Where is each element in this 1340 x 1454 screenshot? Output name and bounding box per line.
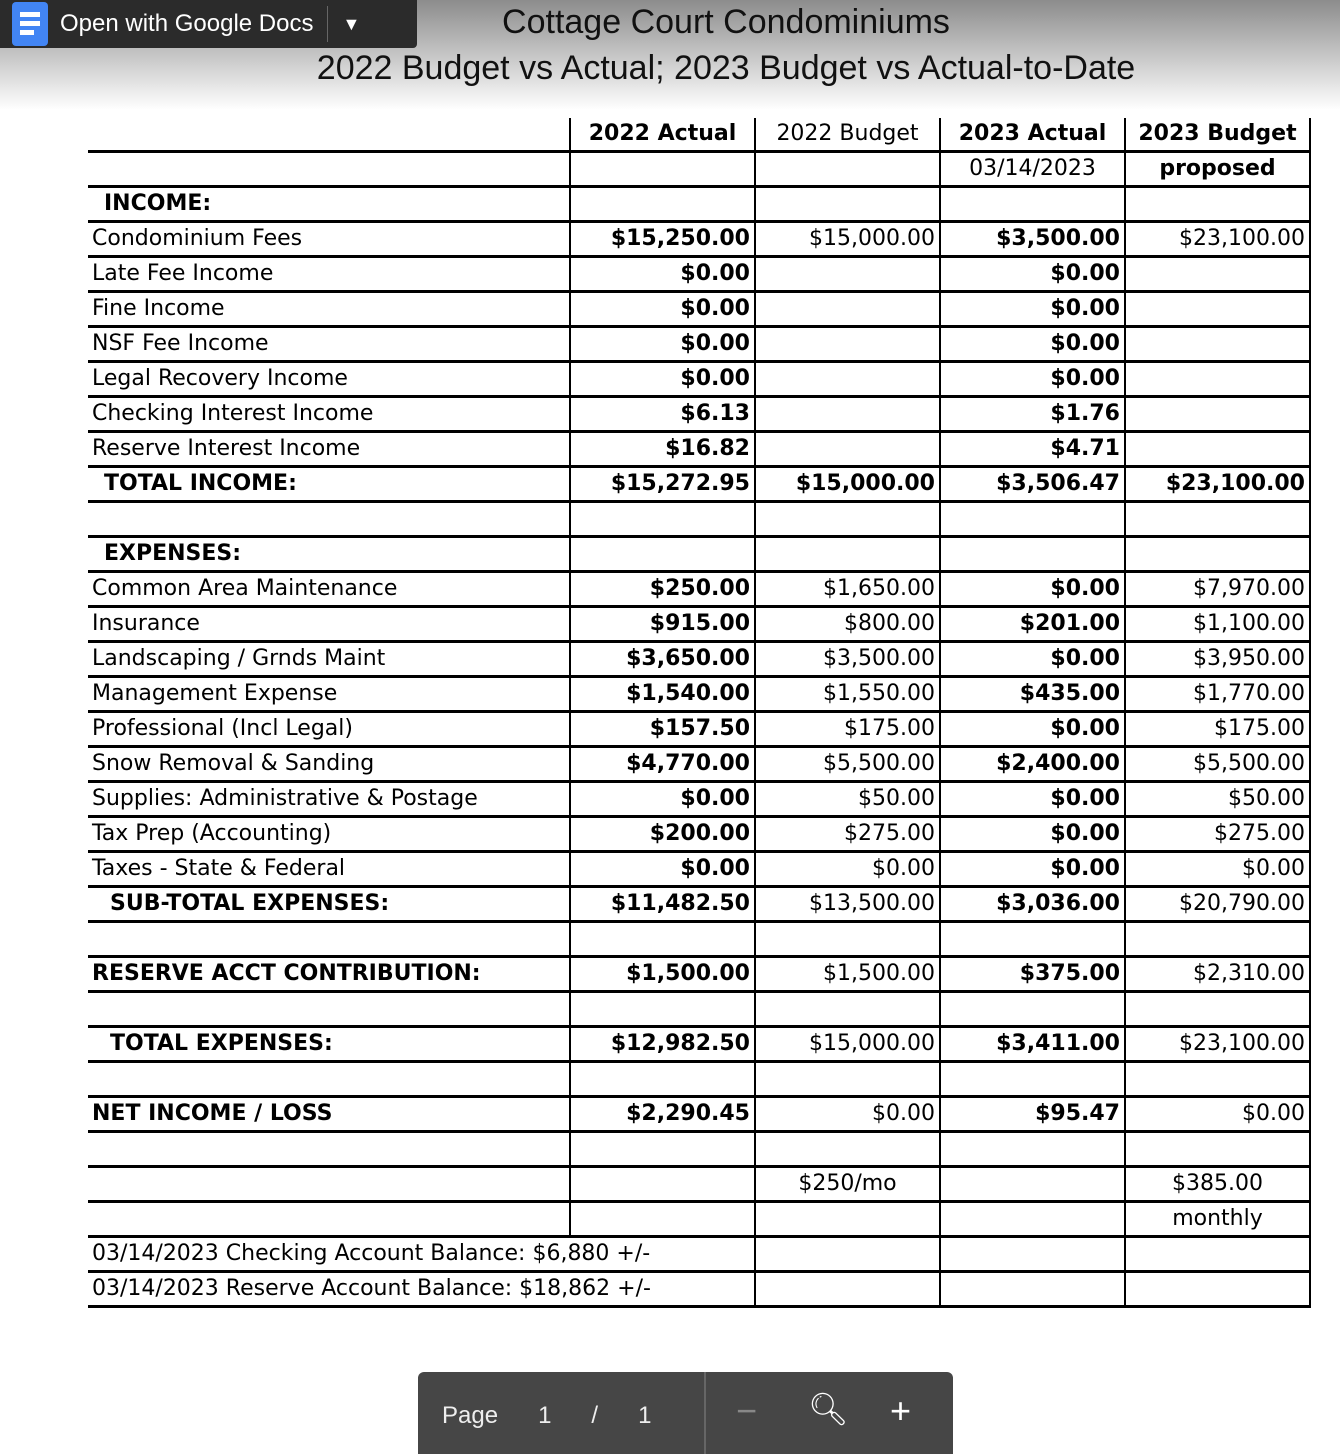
table-row — [88, 677, 1310, 712]
table-row — [88, 1202, 1310, 1237]
table-cell: $0.00 — [570, 257, 755, 292]
table-cell: $0.00 — [755, 852, 940, 887]
table-cell: $3,036.00 — [940, 887, 1125, 922]
table-cell: $1,500.00 — [570, 957, 755, 992]
table-cell: $275.00 — [755, 817, 940, 852]
row-label: 03/14/2023 Checking Account Balance: $6,880 +/- — [88, 1237, 755, 1272]
table-cell — [1125, 292, 1310, 327]
table-cell — [1125, 1132, 1310, 1167]
table-cell — [940, 1167, 1125, 1202]
table-cell — [755, 152, 940, 187]
table-cell — [755, 187, 940, 222]
table-cell: $175.00 — [755, 712, 940, 747]
table-cell: 2023 Budget — [1125, 118, 1310, 152]
table-cell: $3,500.00 — [940, 222, 1125, 257]
row-label: Professional (Incl Legal) — [88, 712, 570, 747]
table-cell — [570, 1167, 755, 1202]
table-cell: $1.76 — [940, 397, 1125, 432]
table-cell — [940, 187, 1125, 222]
table-cell — [755, 432, 940, 467]
row-label: Reserve Interest Income — [88, 432, 570, 467]
table-cell: $7,970.00 — [1125, 572, 1310, 607]
row-label: SUB-TOTAL EXPENSES: — [88, 887, 570, 922]
table-cell: $1,500.00 — [755, 957, 940, 992]
table-cell — [755, 1237, 940, 1272]
table-row — [88, 432, 1310, 467]
table-cell: $0.00 — [755, 1097, 940, 1132]
table-cell — [755, 502, 940, 537]
table-row — [88, 397, 1310, 432]
row-label: Checking Interest Income — [88, 397, 570, 432]
row-label: Insurance — [88, 607, 570, 642]
table-cell — [570, 187, 755, 222]
table-cell: $0.00 — [570, 782, 755, 817]
table-cell: $6.13 — [570, 397, 755, 432]
table-cell — [570, 922, 755, 957]
table-row — [88, 152, 1310, 187]
table-cell — [940, 922, 1125, 957]
table-cell — [1125, 1237, 1310, 1272]
table-cell: $915.00 — [570, 607, 755, 642]
row-label: Taxes - State & Federal — [88, 852, 570, 887]
table-cell: $16.82 — [570, 432, 755, 467]
table-cell — [755, 1062, 940, 1097]
row-label — [88, 118, 570, 152]
table-row — [88, 1027, 1310, 1062]
table-cell: $0.00 — [570, 852, 755, 887]
table-cell: $200.00 — [570, 817, 755, 852]
chevron-down-icon[interactable]: ▼ — [342, 13, 361, 34]
table-cell: $20,790.00 — [1125, 887, 1310, 922]
table-row — [88, 1097, 1310, 1132]
open-with-label: Open with Google Docs — [60, 10, 314, 37]
table-cell — [755, 1202, 940, 1237]
table-cell — [755, 397, 940, 432]
divider — [704, 1372, 706, 1454]
table-cell — [1125, 1272, 1310, 1307]
page-current[interactable]: 1 — [538, 1402, 552, 1429]
table-cell — [1125, 362, 1310, 397]
google-docs-icon — [12, 2, 48, 46]
table-cell: $15,000.00 — [755, 467, 940, 502]
row-label: Snow Removal & Sanding — [88, 747, 570, 782]
table-cell: $4,770.00 — [570, 747, 755, 782]
table-row — [88, 607, 1310, 642]
table-cell — [1125, 397, 1310, 432]
table-cell: $3,950.00 — [1125, 642, 1310, 677]
table-row — [88, 572, 1310, 607]
table-cell — [570, 502, 755, 537]
table-cell — [1125, 502, 1310, 537]
row-label: Supplies: Administrative & Postage — [88, 782, 570, 817]
table-row — [88, 782, 1310, 817]
row-label: NSF Fee Income — [88, 327, 570, 362]
table-row — [88, 187, 1310, 222]
pdf-page-controls — [418, 1372, 953, 1454]
table-cell — [755, 257, 940, 292]
table-cell: $11,482.50 — [570, 887, 755, 922]
table-row — [88, 327, 1310, 362]
table-cell: $2,400.00 — [940, 747, 1125, 782]
table-cell: $250.00 — [570, 572, 755, 607]
table-cell: $15,272.95 — [570, 467, 755, 502]
table-cell — [570, 1132, 755, 1167]
table-cell: $157.50 — [570, 712, 755, 747]
table-cell: $5,500.00 — [1125, 747, 1310, 782]
table-cell — [1125, 187, 1310, 222]
table-cell: $50.00 — [755, 782, 940, 817]
table-cell — [940, 502, 1125, 537]
table-cell: $0.00 — [1125, 1097, 1310, 1132]
table-row — [88, 1272, 1310, 1307]
row-label — [88, 502, 570, 537]
table-row — [88, 362, 1310, 397]
table-cell: 2023 Actual — [940, 118, 1125, 152]
zoom-in-button[interactable]: + — [890, 1390, 912, 1431]
table-row — [88, 257, 1310, 292]
open-with-google-docs-button[interactable] — [0, 0, 417, 48]
table-cell — [570, 152, 755, 187]
row-label — [88, 1132, 570, 1167]
row-label: Legal Recovery Income — [88, 362, 570, 397]
table-cell — [1125, 1062, 1310, 1097]
zoom-icon[interactable]: 🔍︎ — [808, 1391, 849, 1427]
table-cell — [570, 992, 755, 1027]
table-cell: 2022 Budget — [755, 118, 940, 152]
row-label: NET INCOME / LOSS — [88, 1097, 570, 1132]
page-total: 1 — [638, 1402, 652, 1429]
table-cell — [570, 537, 755, 572]
table-cell: $3,650.00 — [570, 642, 755, 677]
row-label: Management Expense — [88, 677, 570, 712]
table-cell — [1125, 922, 1310, 957]
table-cell — [940, 1202, 1125, 1237]
table-cell — [940, 1062, 1125, 1097]
table-cell: $385.00 — [1125, 1167, 1310, 1202]
table-cell: $0.00 — [940, 257, 1125, 292]
table-cell: $0.00 — [940, 712, 1125, 747]
table-cell: $1,650.00 — [755, 572, 940, 607]
table-row — [88, 1062, 1310, 1097]
table-cell: $23,100.00 — [1125, 1027, 1310, 1062]
table-cell: $435.00 — [940, 677, 1125, 712]
row-label: INCOME: — [88, 187, 570, 222]
table-cell — [940, 1237, 1125, 1272]
table-cell: $1,540.00 — [570, 677, 755, 712]
row-label: Landscaping / Grnds Maint — [88, 642, 570, 677]
table-cell: $250/mo — [755, 1167, 940, 1202]
table-cell — [940, 992, 1125, 1027]
table-cell: $0.00 — [570, 327, 755, 362]
table-row — [88, 1237, 1310, 1272]
table-cell: $3,506.47 — [940, 467, 1125, 502]
page-separator: / — [591, 1402, 599, 1429]
row-label: EXPENSES: — [88, 537, 570, 572]
row-label: Fine Income — [88, 292, 570, 327]
table-cell: monthly — [1125, 1202, 1310, 1237]
table-cell: $1,770.00 — [1125, 677, 1310, 712]
budget-table — [88, 118, 1311, 1308]
table-cell: $12,982.50 — [570, 1027, 755, 1062]
table-cell: $15,000.00 — [755, 222, 940, 257]
table-cell — [1125, 327, 1310, 362]
row-label — [88, 152, 570, 187]
table-cell: $23,100.00 — [1125, 222, 1310, 257]
table-cell: $1,100.00 — [1125, 607, 1310, 642]
row-label: TOTAL INCOME: — [88, 467, 570, 502]
table-cell: $175.00 — [1125, 712, 1310, 747]
table-cell: $0.00 — [940, 292, 1125, 327]
table-cell — [755, 1272, 940, 1307]
table-cell: $0.00 — [570, 292, 755, 327]
table-cell — [755, 1132, 940, 1167]
table-cell: $3,411.00 — [940, 1027, 1125, 1062]
row-label: Common Area Maintenance — [88, 572, 570, 607]
table-cell — [1125, 537, 1310, 572]
table-row — [88, 992, 1310, 1027]
row-label: TOTAL EXPENSES: — [88, 1027, 570, 1062]
table-cell: $23,100.00 — [1125, 467, 1310, 502]
table-row — [88, 467, 1310, 502]
table-cell — [755, 537, 940, 572]
table-row — [88, 222, 1310, 257]
table-cell — [755, 362, 940, 397]
row-label: Tax Prep (Accounting) — [88, 817, 570, 852]
table-cell — [570, 1202, 755, 1237]
table-cell: $15,000.00 — [755, 1027, 940, 1062]
table-cell — [755, 327, 940, 362]
table-cell: $1,550.00 — [755, 677, 940, 712]
table-cell — [940, 537, 1125, 572]
row-label: Late Fee Income — [88, 257, 570, 292]
table-cell: $95.47 — [940, 1097, 1125, 1132]
row-label — [88, 1167, 570, 1202]
table-cell: $15,250.00 — [570, 222, 755, 257]
document-subtitle: 2022 Budget vs Actual; 2023 Budget vs Actual-to-Date — [316, 49, 1136, 87]
table-cell: $2,310.00 — [1125, 957, 1310, 992]
table-cell — [755, 292, 940, 327]
table-cell: 2022 Actual — [570, 118, 755, 152]
table-row — [88, 502, 1310, 537]
divider — [327, 6, 328, 42]
table-cell: $0.00 — [940, 782, 1125, 817]
table-cell: $0.00 — [570, 362, 755, 397]
table-row — [88, 1167, 1310, 1202]
row-label: 03/14/2023 Reserve Account Balance: $18,862 +/- — [88, 1272, 755, 1307]
table-row — [88, 642, 1310, 677]
table-cell: $5,500.00 — [755, 747, 940, 782]
table-row — [88, 1132, 1310, 1167]
row-label — [88, 1202, 570, 1237]
table-cell — [1125, 992, 1310, 1027]
table-row — [88, 887, 1310, 922]
table-cell — [755, 922, 940, 957]
table-row — [88, 118, 1310, 152]
table-cell: $4.71 — [940, 432, 1125, 467]
table-row — [88, 817, 1310, 852]
row-label — [88, 1062, 570, 1097]
table-cell: proposed — [1125, 152, 1310, 187]
table-cell: $13,500.00 — [755, 887, 940, 922]
table-row — [88, 712, 1310, 747]
table-cell: $0.00 — [940, 362, 1125, 397]
table-cell: $0.00 — [1125, 852, 1310, 887]
document-title: Cottage Court Condominiums — [502, 3, 950, 41]
table-cell — [570, 1062, 755, 1097]
table-cell — [1125, 432, 1310, 467]
table-cell: $50.00 — [1125, 782, 1310, 817]
table-row — [88, 292, 1310, 327]
table-cell: $375.00 — [940, 957, 1125, 992]
table-cell: $275.00 — [1125, 817, 1310, 852]
table-cell: $0.00 — [940, 817, 1125, 852]
table-cell: $201.00 — [940, 607, 1125, 642]
table-cell — [755, 992, 940, 1027]
row-label: Condominium Fees — [88, 222, 570, 257]
table-cell — [940, 1132, 1125, 1167]
table-row — [88, 922, 1310, 957]
table-cell: $3,500.00 — [755, 642, 940, 677]
row-label — [88, 992, 570, 1027]
table-row — [88, 852, 1310, 887]
table-cell: $0.00 — [940, 572, 1125, 607]
table-cell: $2,290.45 — [570, 1097, 755, 1132]
table-cell: $800.00 — [755, 607, 940, 642]
table-cell: $0.00 — [940, 327, 1125, 362]
table-cell: $0.00 — [940, 642, 1125, 677]
zoom-out-button[interactable]: − — [736, 1390, 758, 1431]
table-row — [88, 957, 1310, 992]
table-row — [88, 747, 1310, 782]
row-label: RESERVE ACCT CONTRIBUTION: — [88, 957, 570, 992]
table-cell: 03/14/2023 — [940, 152, 1125, 187]
row-label — [88, 922, 570, 957]
table-row — [88, 537, 1310, 572]
table-cell — [940, 1272, 1125, 1307]
table-cell — [1125, 257, 1310, 292]
page-label: Page — [442, 1402, 499, 1429]
table-cell: $0.00 — [940, 852, 1125, 887]
